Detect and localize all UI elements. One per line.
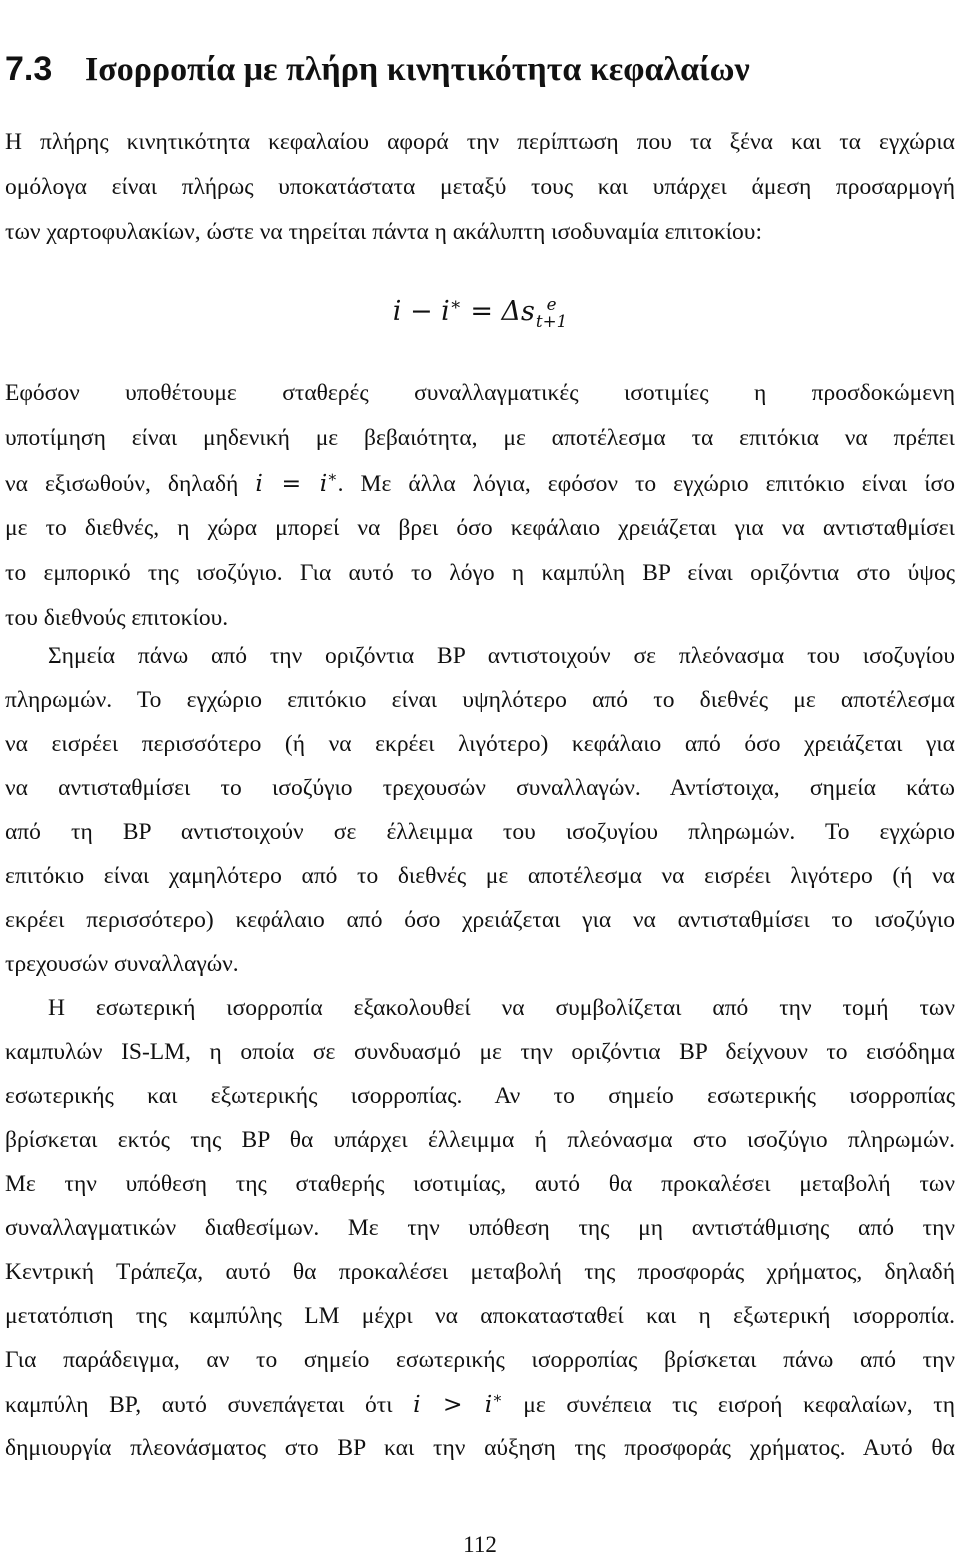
text-span: με συνέπεια τις εισροή κεφαλαίων, τη — [502, 1392, 955, 1418]
paragraph-line: συναλλαγματικών διαθεσίμων. Με την υπόθεση της μη αντιστάθμισης από την — [5, 1215, 955, 1241]
paragraph-line: υποτίμηση είναι μηδενική με βεβαιότητα, με αποτέλεσμα τα επιτόκια να πρέπει — [5, 425, 955, 451]
paragraph-line-with-math — [5, 463, 955, 503]
section-heading — [5, 50, 750, 100]
text-span: . Με άλλα λόγια, εφόσον το εγχώριο επιτόκιο είναι ίσο — [337, 471, 955, 497]
paragraph-line: των χαρτοφυλακίων, ώστε να τηρείται πάντα η ακάλυπτη ισοδυναμία επιτοκίου: — [5, 219, 762, 245]
paragraph-line: πληρωμών. Το εγχώριο επιτόκιο είναι υψηλότερο από το διεθνές με αποτέλεσμα — [5, 687, 955, 713]
math-istar: i — [319, 469, 328, 497]
math-greater-than: > — [420, 1390, 485, 1418]
eq-scripts — [536, 296, 567, 329]
eq-sub-t1: t+1 — [535, 310, 568, 331]
paragraph-line: να αντισταθμίσει το ισοζύγιο τρεχουσών συναλλαγών. Αντίστοιχα, σημεία κάτω — [5, 775, 955, 801]
eq-sup-e: e — [546, 294, 557, 314]
eq-star: ∗ — [449, 295, 462, 316]
paragraph-line: καμπυλών IS-LM, η οποία σε συνδυασμό με την οριζόντια BP δείχνουν το εισόδημα — [5, 1039, 955, 1065]
paragraph-line: εκρέει περισσότερο) κεφάλαιο από όσο χρειάζεται για να αντισταθμίσει το ισοζύγιο — [5, 907, 955, 933]
paragraph-line: Εφόσον υποθέτουμε σταθερές συναλλαγματικές ισοτιμίες η προσδοκώμενη — [5, 380, 955, 406]
paragraph-line: να εισρέει περισσότερο (ή να εκρέει λιγότερο) κεφάλαιο από όσο χρειάζεται για — [5, 731, 955, 757]
math-i: i — [413, 1390, 421, 1418]
math-equals: = — [262, 469, 320, 497]
text-span: να εξισωθούν, δηλαδή — [5, 471, 256, 497]
paragraph-line: Για παράδειγμα, αν το σημείο εσωτερικής ισορροπίας βρίσκεται πάνω από την — [5, 1347, 955, 1373]
paragraph-line: το εμπορικό της ισοζύγιο. Για αυτό το λόγο η καμπύλη BP είναι οριζόντια στο ύψος — [5, 560, 955, 586]
paragraph-line: Η πλήρης κινητικότητα κεφαλαίου αφορά την περίπτωση που τα ξένα και τα εγχώρια — [5, 129, 955, 155]
eq-istar-var: i — [441, 296, 450, 328]
paragraph-line: τρεχουσών συναλλαγών. — [5, 951, 239, 977]
math-i: i — [255, 469, 263, 497]
paragraph-line: από τη BP αντιστοιχούν σε έλλειμμα του ισοζυγίου πληρωμών. Το εγχώριο — [5, 819, 955, 845]
paragraph-line: ομόλογα είναι πλήρως υποκατάστατα μεταξύ τους και υπάρχει άμεση προσαρμογή — [5, 174, 955, 200]
eq-minus: − — [409, 296, 433, 328]
paragraph-line: βρίσκεται εκτός της BP θα υπάρχει έλλειμμα ή πλεόνασμα στο ισοζύγιο πληρωμών. — [5, 1127, 955, 1153]
paragraph-line: Σημεία πάνω από την οριζόντια BP αντιστοιχούν σε πλεόνασμα του ισοζυγίου — [48, 643, 955, 669]
equation-uip — [0, 296, 960, 340]
paragraph-line: Με την υπόθεση της σταθερής ισοτιμίας, αυτό θα προκαλέσει μεταβολή των — [5, 1171, 955, 1197]
section-number: 7.3 — [5, 50, 53, 88]
eq-equals: = — [470, 296, 493, 328]
text-span: καμπύλη BP, αυτό συνεπάγεται ότι — [5, 1392, 414, 1418]
paragraph-line: δημιουργία πλεονάσματος στο BP και την αύξηση της προσφοράς χρήματος. Αυτό θα — [5, 1435, 955, 1461]
section-title: Ισορροπία με πλήρη κινητικότητα κεφαλαίων — [85, 51, 750, 88]
math-istar: i — [484, 1390, 493, 1418]
eq-delta: Δ — [501, 296, 522, 328]
math-star: ∗ — [492, 1389, 503, 1408]
math-star: ∗ — [327, 468, 338, 487]
eq-i: i — [392, 296, 402, 328]
eq-s: s — [521, 296, 535, 328]
paragraph-line-with-math — [5, 1384, 955, 1424]
paragraph-line: εσωτερικής και εξωτερικής ισορροπίας. Αν το σημείο εσωτερικής ισορροπίας — [5, 1083, 955, 1109]
paragraph-line: μετατόπιση της καμπύλης LM μέχρι να αποκατασταθεί και η εξωτερική ισορροπία. — [5, 1303, 955, 1329]
paragraph-line: με το διεθνές, η χώρα μπορεί να βρει όσο κεφάλαιο χρειάζεται για να αντισταθμίσει — [5, 515, 955, 541]
paragraph-line: του διεθνούς επιτοκίου. — [5, 605, 229, 631]
paragraph-line: Η εσωτερική ισορροπία εξακολουθεί να συμβολίζεται από την τομή των — [48, 995, 955, 1021]
paragraph-line: Κεντρική Τράπεζα, αυτό θα προκαλέσει μεταβολή της προσφοράς χρήματος, δηλαδή — [5, 1259, 955, 1285]
paragraph-line: επιτόκιο είναι χαμηλότερο από το διεθνές με αποτέλεσμα να εισρέει λιγότερο (ή να — [5, 863, 955, 889]
page-number: 112 — [463, 1532, 497, 1557]
